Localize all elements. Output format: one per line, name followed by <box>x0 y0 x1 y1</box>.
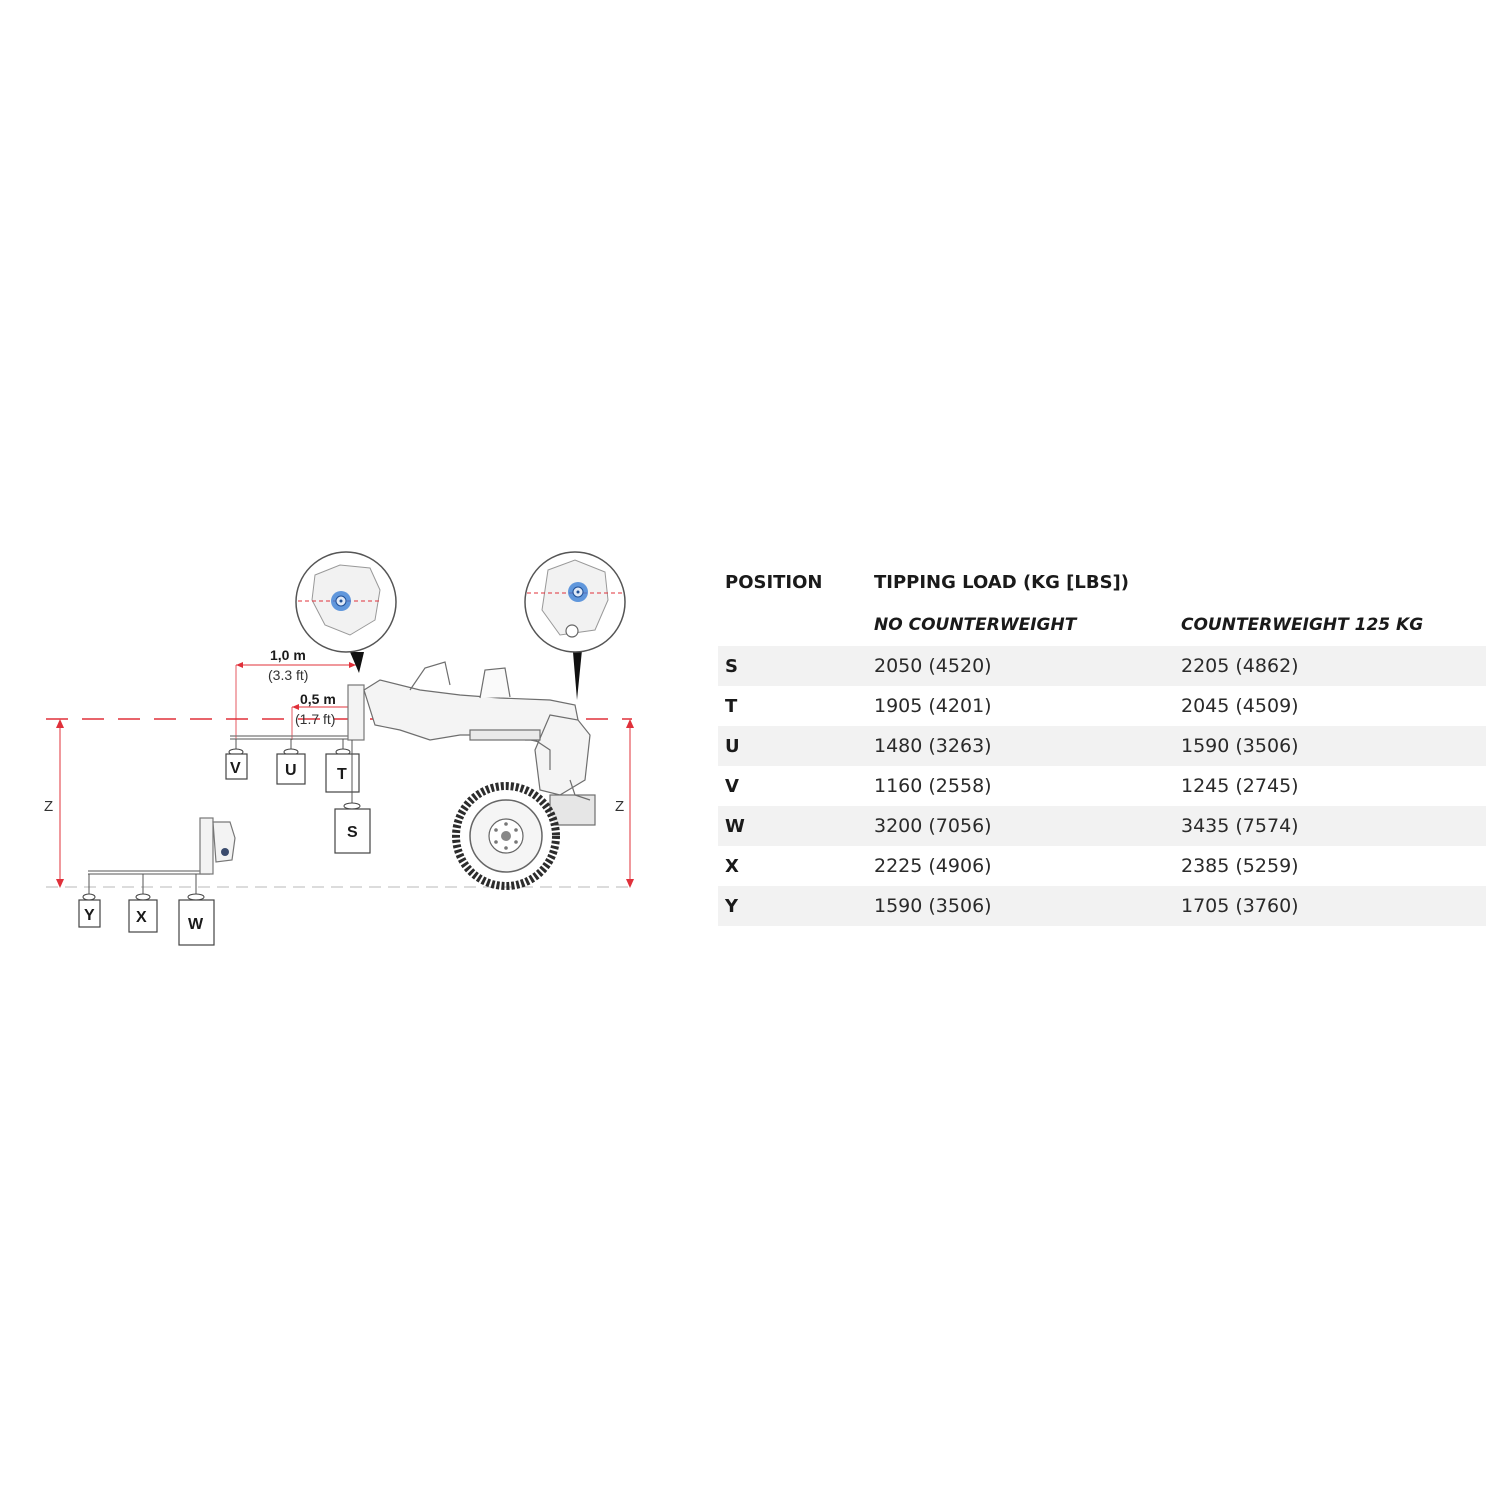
row-cw-value: 2385 (5259) <box>1181 855 1299 877</box>
row-position: W <box>725 815 745 837</box>
svg-text:W: W <box>188 916 204 933</box>
tipping-load-table <box>718 560 1486 926</box>
pivot-detail-callout-left <box>296 552 396 673</box>
svg-text:S: S <box>347 824 358 841</box>
pivot-detail-callout-right <box>525 552 625 700</box>
row-cw-value: 1590 (3506) <box>1181 735 1299 757</box>
table-row <box>718 806 1486 846</box>
row-no-cw-value: 3200 (7056) <box>874 815 992 837</box>
row-cw-value: 3435 (7574) <box>1181 815 1299 837</box>
front-wheel <box>456 786 556 886</box>
row-no-cw-value: 2225 (4906) <box>874 855 992 877</box>
dimension-05m-value: 0,5 m <box>300 691 336 707</box>
header-position: POSITION <box>725 571 823 593</box>
svg-text:X: X <box>136 909 147 926</box>
row-no-cw-value: 1905 (4201) <box>874 695 992 717</box>
weight-x <box>129 874 157 932</box>
table-subheader-row <box>718 604 1486 646</box>
dimension-1m-value: 1,0 m <box>270 647 306 663</box>
row-position: S <box>725 655 738 677</box>
table-row <box>718 766 1486 806</box>
svg-text:V: V <box>230 760 241 777</box>
z-dimension-left <box>56 719 64 888</box>
row-position: V <box>725 775 739 797</box>
row-no-cw-value: 1160 (2558) <box>874 775 992 797</box>
table-row <box>718 646 1486 686</box>
row-no-cw-value: 1480 (3263) <box>874 735 992 757</box>
header-tipping-load: TIPPING LOAD (KG [LBS]) <box>874 571 1129 593</box>
svg-text:Y: Y <box>84 907 95 924</box>
row-no-cw-value: 2050 (4520) <box>874 655 992 677</box>
pallet-fork-lowered <box>88 818 235 874</box>
row-no-cw-value: 1590 (3506) <box>874 895 992 917</box>
row-cw-value: 2045 (4509) <box>1181 695 1299 717</box>
z-dimension-right <box>626 719 634 888</box>
table-row <box>718 726 1486 766</box>
row-cw-value: 1705 (3760) <box>1181 895 1299 917</box>
table-header-row <box>718 560 1486 604</box>
row-position: U <box>725 735 740 757</box>
loader-load-diagram <box>30 540 650 960</box>
dimension-1m-imperial: (3.3 ft) <box>268 667 309 683</box>
row-cw-value: 1245 (2745) <box>1181 775 1299 797</box>
weight-u <box>277 739 305 784</box>
svg-text:T: T <box>337 766 347 783</box>
weight-v <box>226 739 247 779</box>
dimension-05m-imperial: (1.7 ft) <box>295 711 336 727</box>
z-label-left: Z <box>44 798 54 815</box>
weight-y <box>79 874 100 927</box>
svg-text:U: U <box>285 762 297 779</box>
row-position: X <box>725 855 739 877</box>
row-cw-value: 2205 (4862) <box>1181 655 1299 677</box>
weight-t <box>326 739 359 792</box>
row-position: Y <box>725 895 739 917</box>
z-label-right: Z <box>615 798 625 815</box>
subheader-no-counterweight: NO COUNTERWEIGHT <box>874 615 1077 635</box>
table-row <box>718 686 1486 726</box>
table-row <box>718 886 1486 926</box>
table-row <box>718 846 1486 886</box>
weight-w <box>179 874 214 945</box>
row-position: T <box>725 695 738 717</box>
subheader-counterweight: COUNTERWEIGHT 125 KG <box>1181 615 1424 635</box>
